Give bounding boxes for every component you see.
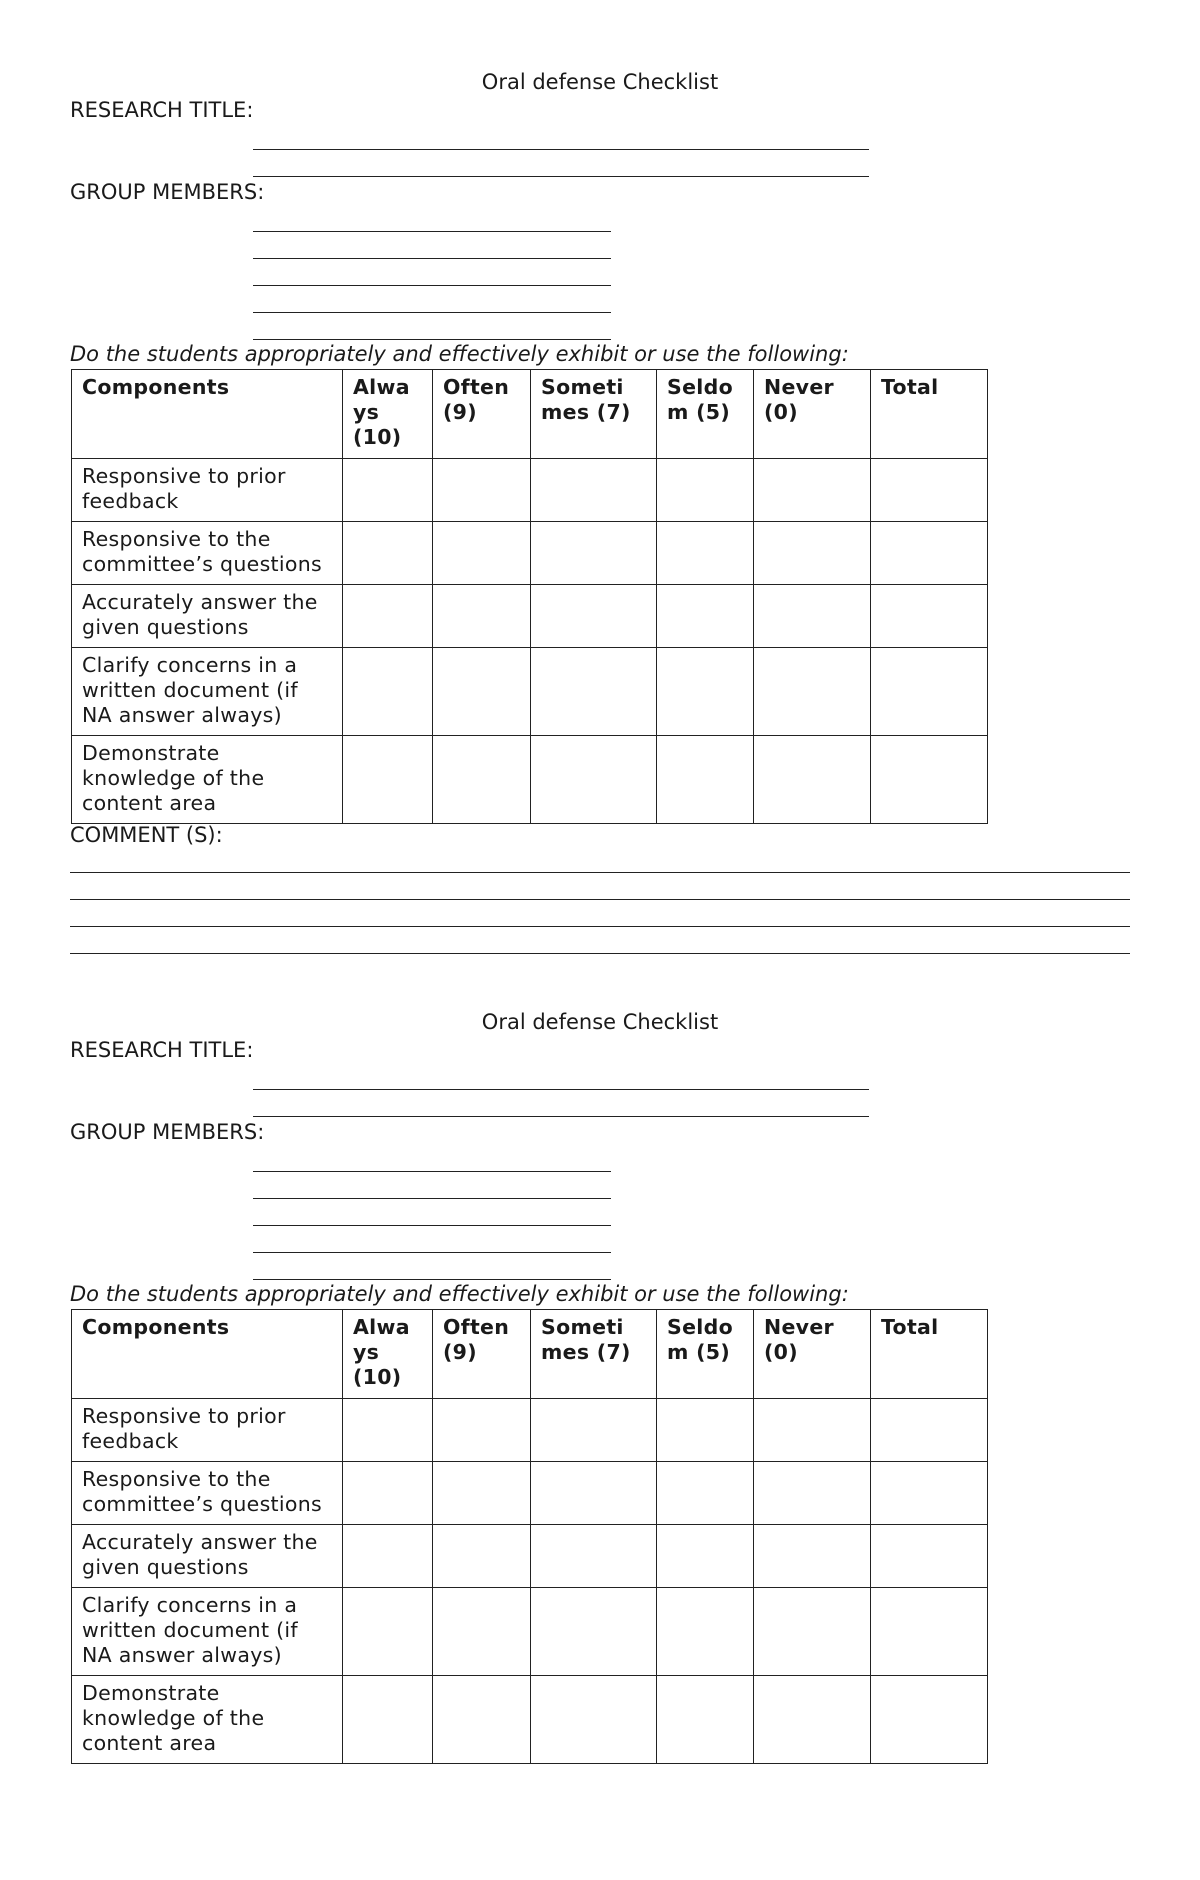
criterion-cell: Responsive to prior feedback xyxy=(72,459,343,522)
group-members-label: GROUP MEMBERS: xyxy=(70,180,265,204)
member-line-1 xyxy=(253,1171,611,1172)
criterion-cell: Clarify concerns in a written document (if NA answer always) xyxy=(72,1588,343,1676)
criterion-cell: Responsive to prior feedback xyxy=(72,1399,343,1462)
criterion-cell: Demonstrate knowledge of the content area xyxy=(72,1676,343,1764)
rating-cell-never[interactable] xyxy=(754,459,871,522)
rating-cell-always[interactable] xyxy=(343,1676,433,1764)
header-seldom: Seldo m (5) xyxy=(657,1310,754,1399)
total-cell[interactable] xyxy=(871,1676,988,1764)
member-line-4 xyxy=(253,1252,611,1253)
table-row xyxy=(72,585,988,648)
table-row xyxy=(72,736,988,824)
criterion-cell: Clarify concerns in a written document (if NA answer always) xyxy=(72,648,343,736)
rating-cell-always[interactable] xyxy=(343,736,433,824)
header-seldom: Seldo m (5) xyxy=(657,370,754,459)
rating-cell-sometimes[interactable] xyxy=(531,736,657,824)
rating-cell-often[interactable] xyxy=(433,459,531,522)
table-row xyxy=(72,648,988,736)
rating-cell-always[interactable] xyxy=(343,648,433,736)
rating-cell-often[interactable] xyxy=(433,1676,531,1764)
member-line-2 xyxy=(253,258,611,259)
comment-line-1 xyxy=(70,872,1130,873)
header-often: Often (9) xyxy=(433,1310,531,1399)
header-components: Components xyxy=(72,370,343,459)
total-cell[interactable] xyxy=(871,1588,988,1676)
total-cell[interactable] xyxy=(871,1399,988,1462)
total-cell[interactable] xyxy=(871,648,988,736)
rating-cell-sometimes[interactable] xyxy=(531,459,657,522)
rating-cell-seldom[interactable] xyxy=(657,1525,754,1588)
header-sometimes: Someti mes (7) xyxy=(531,1310,657,1399)
form-title: Oral defense Checklist xyxy=(481,70,719,94)
comment-line-2 xyxy=(70,899,1130,900)
member-line-3 xyxy=(253,1225,611,1226)
total-cell[interactable] xyxy=(871,1525,988,1588)
rating-cell-never[interactable] xyxy=(754,585,871,648)
rating-cell-seldom[interactable] xyxy=(657,459,754,522)
checklist-table xyxy=(71,369,988,824)
instruction-text: Do the students appropriately and effectively exhibit or use the following: xyxy=(70,342,849,366)
total-cell[interactable] xyxy=(871,736,988,824)
header-never: Never (0) xyxy=(754,1310,871,1399)
table-row xyxy=(72,1399,988,1462)
rating-cell-sometimes[interactable] xyxy=(531,585,657,648)
rating-cell-seldom[interactable] xyxy=(657,1462,754,1525)
form-title: Oral defense Checklist xyxy=(481,1010,719,1034)
research-title-line-2 xyxy=(253,1116,869,1117)
rating-cell-often[interactable] xyxy=(433,1588,531,1676)
total-cell[interactable] xyxy=(871,585,988,648)
member-line-4 xyxy=(253,312,611,313)
rating-cell-never[interactable] xyxy=(754,1525,871,1588)
rating-cell-never[interactable] xyxy=(754,522,871,585)
rating-cell-seldom[interactable] xyxy=(657,585,754,648)
rating-cell-seldom[interactable] xyxy=(657,1399,754,1462)
rating-cell-seldom[interactable] xyxy=(657,648,754,736)
rating-cell-sometimes[interactable] xyxy=(531,522,657,585)
criterion-cell: Responsive to the committee’s questions xyxy=(72,1462,343,1525)
rating-cell-sometimes[interactable] xyxy=(531,1525,657,1588)
rating-cell-sometimes[interactable] xyxy=(531,1676,657,1764)
criterion-cell: Responsive to the committee’s questions xyxy=(72,522,343,585)
header-never: Never (0) xyxy=(754,370,871,459)
table-header-row xyxy=(72,1310,988,1399)
rating-cell-often[interactable] xyxy=(433,522,531,585)
rating-cell-never[interactable] xyxy=(754,1588,871,1676)
rating-cell-never[interactable] xyxy=(754,1399,871,1462)
rating-cell-sometimes[interactable] xyxy=(531,1399,657,1462)
table-row xyxy=(72,1588,988,1676)
rating-cell-seldom[interactable] xyxy=(657,736,754,824)
group-members-label: GROUP MEMBERS: xyxy=(70,1120,265,1144)
table-row xyxy=(72,522,988,585)
header-always: Alwa ys (10) xyxy=(343,370,433,459)
rating-cell-never[interactable] xyxy=(754,1676,871,1764)
research-title-line-1 xyxy=(253,1089,869,1090)
rating-cell-often[interactable] xyxy=(433,1525,531,1588)
research-title-line-1 xyxy=(253,149,869,150)
member-line-2 xyxy=(253,1198,611,1199)
rating-cell-always[interactable] xyxy=(343,585,433,648)
rating-cell-always[interactable] xyxy=(343,1525,433,1588)
criterion-cell: Accurately answer the given questions xyxy=(72,585,343,648)
checklist-form-2 xyxy=(0,940,1200,1880)
criterion-cell: Accurately answer the given questions xyxy=(72,1525,343,1588)
rating-cell-often[interactable] xyxy=(433,585,531,648)
table-row xyxy=(72,459,988,522)
rating-cell-always[interactable] xyxy=(343,1588,433,1676)
rating-cell-always[interactable] xyxy=(343,1462,433,1525)
criterion-cell: Demonstrate knowledge of the content area xyxy=(72,736,343,824)
rating-cell-sometimes[interactable] xyxy=(531,648,657,736)
instruction-text: Do the students appropriately and effectively exhibit or use the following: xyxy=(70,1282,849,1306)
rating-cell-often[interactable] xyxy=(433,648,531,736)
rating-cell-seldom[interactable] xyxy=(657,1676,754,1764)
rating-cell-often[interactable] xyxy=(433,1399,531,1462)
research-title-label: RESEARCH TITLE: xyxy=(70,98,254,122)
rating-cell-seldom[interactable] xyxy=(657,1588,754,1676)
research-title-label: RESEARCH TITLE: xyxy=(70,1038,254,1062)
total-cell[interactable] xyxy=(871,1462,988,1525)
rating-cell-always[interactable] xyxy=(343,459,433,522)
rating-cell-always[interactable] xyxy=(343,522,433,585)
research-title-line-2 xyxy=(253,176,869,177)
member-line-5 xyxy=(253,1279,611,1280)
total-cell[interactable] xyxy=(871,459,988,522)
member-line-1 xyxy=(253,231,611,232)
header-total: Total xyxy=(871,370,988,459)
comment-line-3 xyxy=(70,926,1130,927)
comment-label: COMMENT (S): xyxy=(70,823,223,847)
member-line-5 xyxy=(253,339,611,340)
member-line-3 xyxy=(253,285,611,286)
header-often: Often (9) xyxy=(433,370,531,459)
rating-cell-never[interactable] xyxy=(754,648,871,736)
rating-cell-often[interactable] xyxy=(433,736,531,824)
header-components: Components xyxy=(72,1310,343,1399)
table-row xyxy=(72,1525,988,1588)
rating-cell-sometimes[interactable] xyxy=(531,1462,657,1525)
rating-cell-never[interactable] xyxy=(754,1462,871,1525)
table-row xyxy=(72,1462,988,1525)
rating-cell-seldom[interactable] xyxy=(657,522,754,585)
rating-cell-often[interactable] xyxy=(433,1462,531,1525)
header-total: Total xyxy=(871,1310,988,1399)
header-always: Alwa ys (10) xyxy=(343,1310,433,1399)
table-header-row xyxy=(72,370,988,459)
rating-cell-never[interactable] xyxy=(754,736,871,824)
rating-cell-always[interactable] xyxy=(343,1399,433,1462)
header-sometimes: Someti mes (7) xyxy=(531,370,657,459)
checklist-table xyxy=(71,1309,988,1764)
table-row xyxy=(72,1676,988,1764)
rating-cell-sometimes[interactable] xyxy=(531,1588,657,1676)
total-cell[interactable] xyxy=(871,522,988,585)
